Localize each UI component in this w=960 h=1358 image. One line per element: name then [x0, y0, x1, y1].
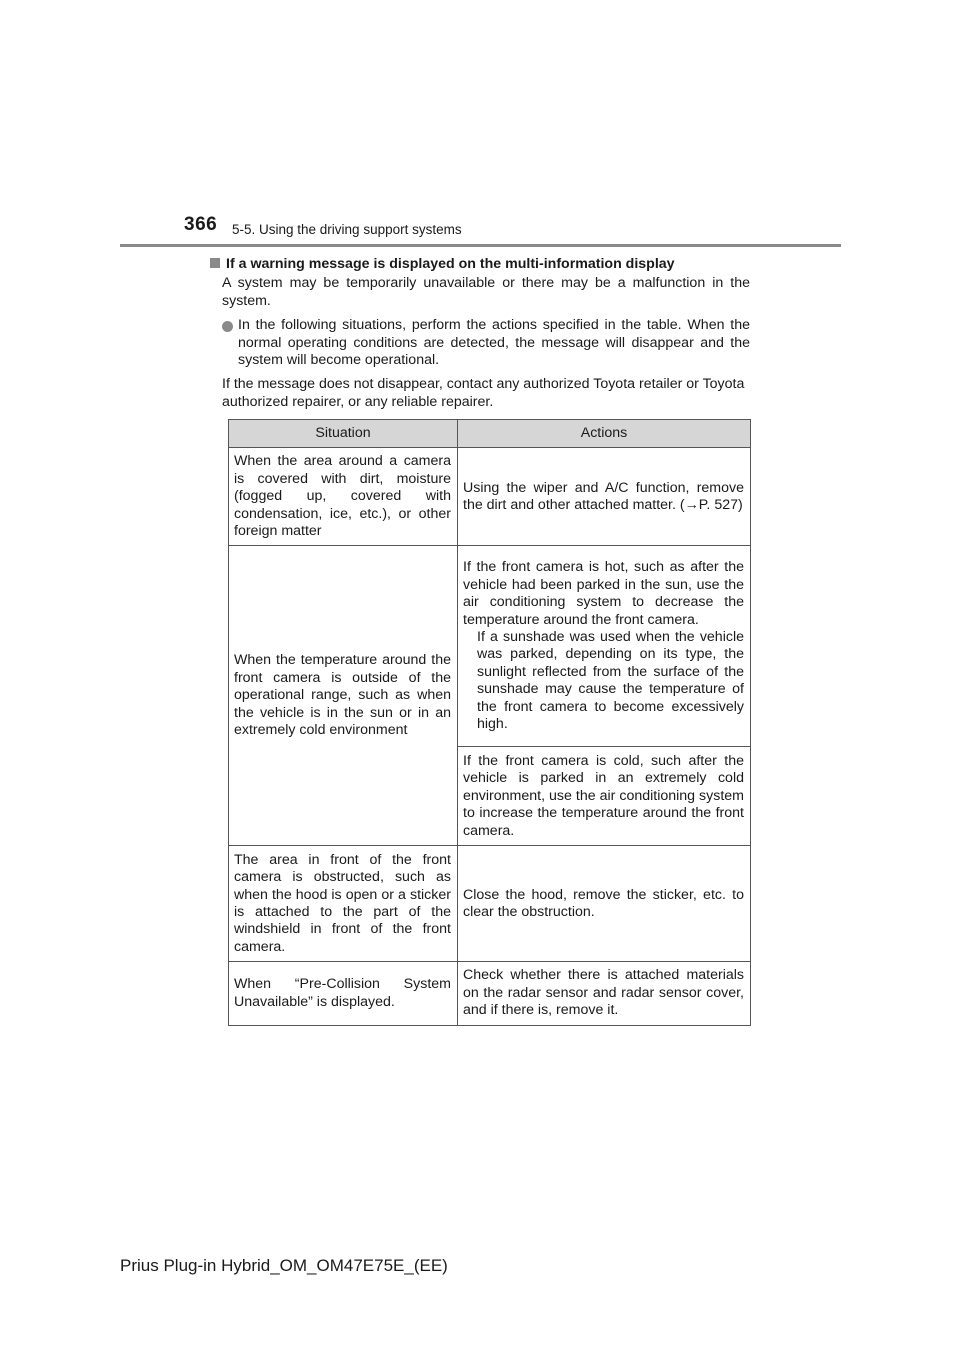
action-cell: Check whether there is attached materials on the radar sensor and radar sensor cover, and if there is, remove it. [458, 962, 751, 1025]
situation-cell: When “Pre-Collision System Unavailable” is displayed. [229, 962, 458, 1025]
subsection-heading-text: If a warning message is displayed on the multi-information display [226, 256, 675, 272]
action-cell: Close the hood, remove the sticker, etc. to clear the obstruction. [458, 846, 751, 962]
table-row [229, 448, 751, 546]
situation-actions-table [228, 419, 751, 1026]
column-header-situation: Situation [229, 420, 458, 448]
bullet-paragraph: In the following situations, perform the actions specified in the table. When the normal operating conditions are detected, the message will disappear and the system will become operational. [238, 317, 750, 368]
situation-cell: When the temperature around the front camera is outside of the operational range, such as when the vehicle is in the sun or in an extremely cold environment [229, 546, 458, 846]
table-row [229, 962, 751, 1025]
column-header-actions: Actions [458, 420, 751, 448]
action-cell: Using the wiper and A/C function, remove the dirt and other attached matter. (→P. 527) [458, 448, 751, 546]
subsection-heading [210, 256, 770, 273]
footer-document-id: Prius Plug-in Hybrid_OM_OM47E75E_(EE) [120, 1256, 448, 1275]
situation-cell: The area in front of the front camera is obstructed, such as when the hood is open or a sticker is attached to the part of the windshield in front of the front camera. [229, 846, 458, 962]
note-paragraph: If the message does not disappear, contact any authorized Toyota retailer or Toyota authorized repairer, or any reliable repairer. [222, 376, 745, 410]
header-rule [120, 244, 841, 247]
circle-bullet-icon [222, 321, 233, 332]
section-title: 5-5. Using the driving support systems [232, 222, 462, 237]
situation-cell: When the area around a camera is covered with dirt, moisture (fogged up, covered with condensation, ice, etc.), or other foreign matter [229, 448, 458, 546]
table-row [229, 546, 751, 747]
action-cell: If the front camera is cold, such after the vehicle is parked in an extremely cold environment, use the air conditioning system to increase the temperature around the front camera. [458, 747, 751, 846]
page-number: 366 [184, 214, 218, 235]
action-note: If a sunshade was used when the vehicle was parked, depending on its type, the sunlight reflected from the surface of the sunshade may cause the temperature of the front camera to become excessively high. [477, 629, 744, 733]
action-text: If the front camera is hot, such as after the vehicle had been parked in the sun, use the air conditioning system to decrease the temperature around the front camera. [463, 559, 744, 628]
table-row [229, 846, 751, 962]
square-bullet-icon [210, 258, 220, 268]
intro-paragraph: A system may be temporarily unavailable or there may be a malfunction in the system. [222, 275, 750, 309]
table-header-row [229, 420, 751, 448]
action-cell [458, 546, 751, 747]
